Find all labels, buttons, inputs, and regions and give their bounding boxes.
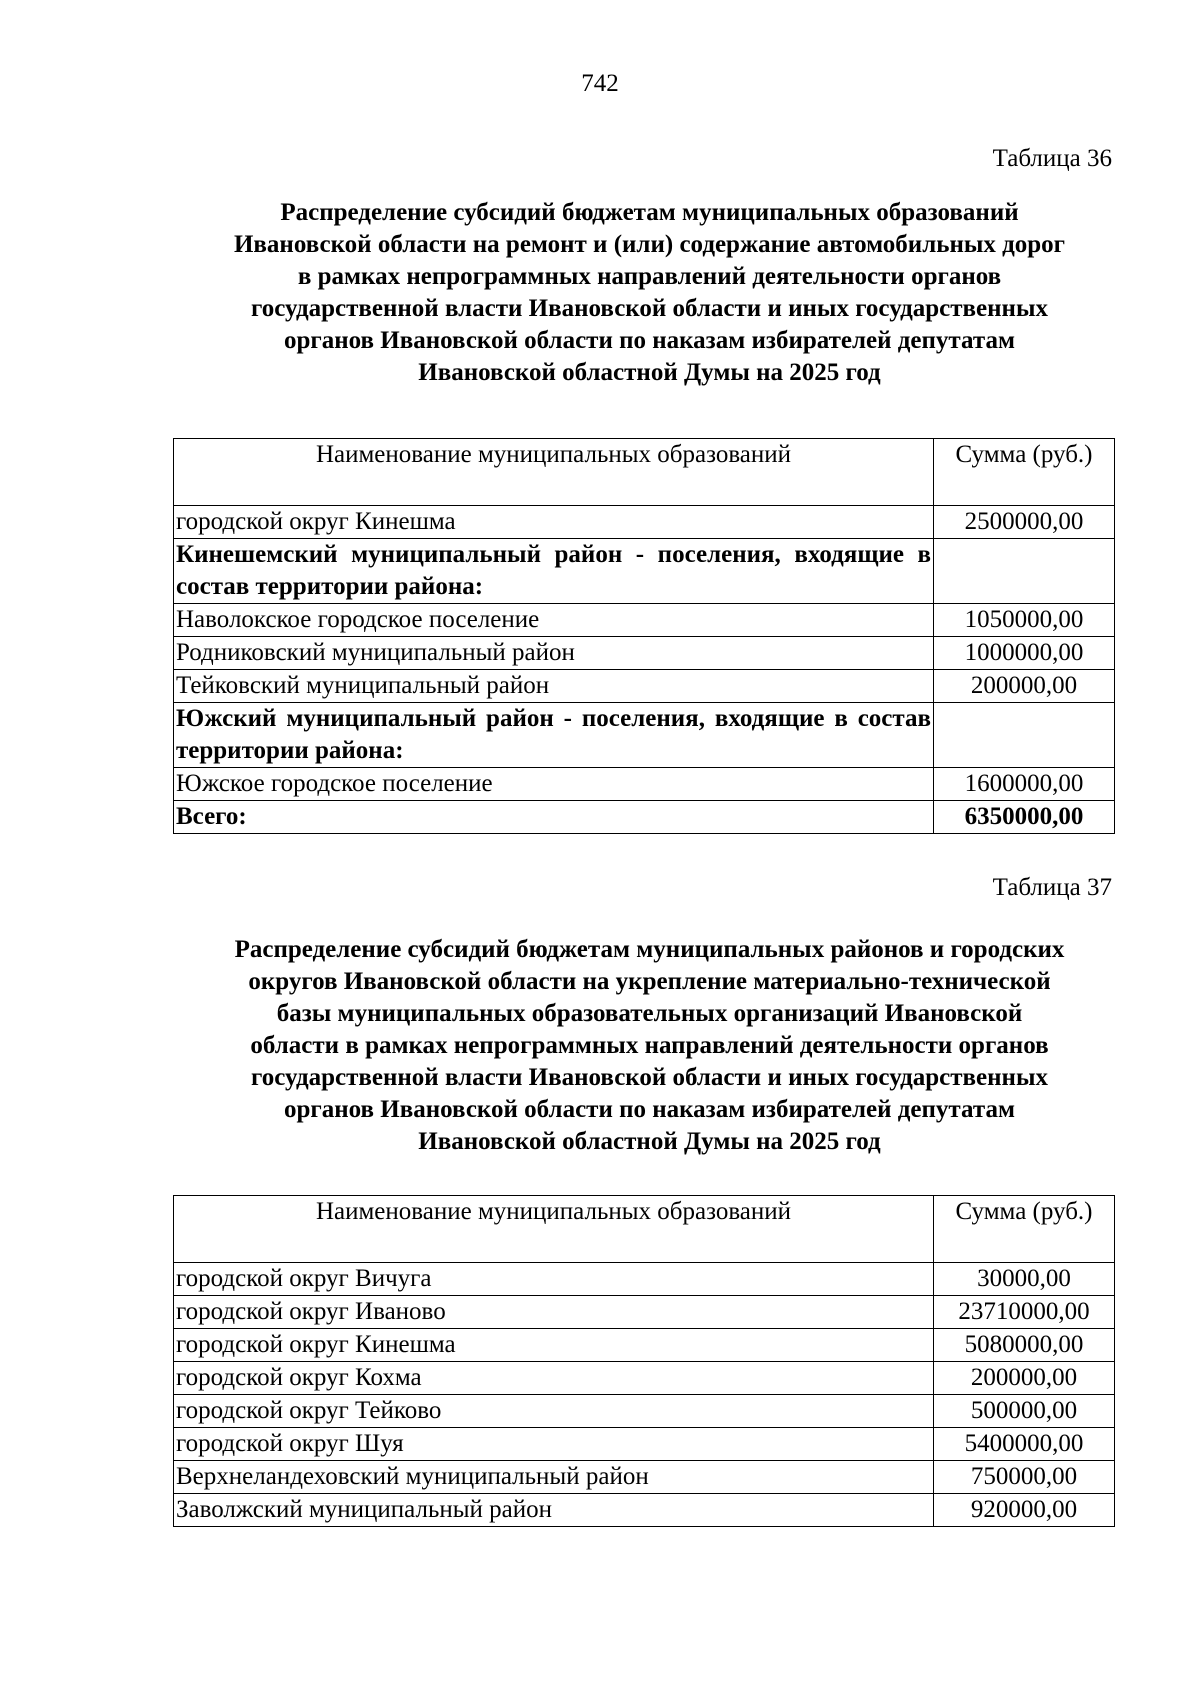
row-name: Южское городское поселение — [174, 768, 934, 801]
row-name: Тейковский муниципальный район — [174, 670, 934, 703]
title-line: округов Ивановской области на укрепление материально-технической — [248, 968, 1051, 995]
table-37 — [173, 1195, 1115, 1527]
row-amount: 500000,00 — [934, 1395, 1115, 1428]
row-amount: 1600000,00 — [934, 768, 1115, 801]
row-name: Кинешемский муниципальный район - поселения, входящие в состав территории района: — [174, 539, 934, 604]
total-amount: 6350000,00 — [934, 801, 1115, 834]
row-amount: 1000000,00 — [934, 637, 1115, 670]
row-name: Наволокское городское поселение — [174, 604, 934, 637]
table-row — [174, 1263, 1115, 1296]
table-row-group — [174, 539, 1115, 604]
table-row — [174, 1428, 1115, 1461]
table-row — [174, 604, 1115, 637]
row-amount: 30000,00 — [934, 1263, 1115, 1296]
title-line: базы муниципальных образовательных организаций Ивановской — [276, 1000, 1023, 1027]
title-line: Ивановской областной Думы на 2025 год — [418, 1128, 881, 1155]
row-amount: 5400000,00 — [934, 1428, 1115, 1461]
title-line: Ивановской области на ремонт и (или) содержание автомобильных дорог — [233, 231, 1066, 258]
table-36-label: Таблица 36 — [992, 145, 1112, 172]
row-name: городской округ Тейково — [174, 1395, 934, 1428]
row-name: городской округ Шуя — [174, 1428, 934, 1461]
title-line: государственной власти Ивановской области и иных государственных — [251, 1064, 1048, 1091]
table-row — [174, 1395, 1115, 1428]
row-name: городской округ Иваново — [174, 1296, 934, 1329]
table-36 — [173, 438, 1115, 834]
row-amount: 2500000,00 — [934, 506, 1115, 539]
row-amount: 23710000,00 — [934, 1296, 1115, 1329]
row-amount — [934, 703, 1115, 768]
title-line: Распределение субсидий бюджетам муниципальных районов и городских — [234, 936, 1065, 963]
row-amount: 750000,00 — [934, 1461, 1115, 1494]
table-row — [174, 1296, 1115, 1329]
total-label: Всего: — [174, 801, 934, 834]
table-header-row — [174, 1196, 1115, 1263]
table-row — [174, 1329, 1115, 1362]
table-36-title — [160, 197, 1139, 389]
title-line: Распределение субсидий бюджетам муниципальных образований — [280, 199, 1019, 226]
table-header-row — [174, 439, 1115, 506]
title-line: области в рамках непрограммных направлений деятельности органов — [250, 1032, 1049, 1059]
title-line: Ивановской областной Думы на 2025 год — [418, 359, 881, 386]
table-row — [174, 768, 1115, 801]
page-number: 742 — [581, 70, 619, 97]
title-line: органов Ивановской области по наказам избирателей депутатам — [284, 327, 1015, 354]
row-name: городской округ Кохма — [174, 1362, 934, 1395]
table-row — [174, 1362, 1115, 1395]
row-name: Заволжский муниципальный район — [174, 1494, 934, 1527]
row-name: Южский муниципальный район - поселения, входящие в состав территории района: — [174, 703, 934, 768]
header-amount: Сумма (руб.) — [934, 439, 1115, 506]
title-line: органов Ивановской области по наказам избирателей депутатам — [284, 1096, 1015, 1123]
table-row — [174, 670, 1115, 703]
title-line: в рамках непрограммных направлений деятельности органов — [297, 263, 1002, 290]
row-name: Верхнеландеховский муниципальный район — [174, 1461, 934, 1494]
table-total-row — [174, 801, 1115, 834]
row-name: городской округ Кинешма — [174, 1329, 934, 1362]
row-name: городской округ Вичуга — [174, 1263, 934, 1296]
table-37-title — [160, 934, 1139, 1158]
header-amount: Сумма (руб.) — [934, 1196, 1115, 1263]
table-row — [174, 1461, 1115, 1494]
header-name: Наименование муниципальных образований — [174, 1196, 934, 1263]
row-amount: 5080000,00 — [934, 1329, 1115, 1362]
row-amount: 1050000,00 — [934, 604, 1115, 637]
row-amount: 200000,00 — [934, 1362, 1115, 1395]
title-line: государственной власти Ивановской области и иных государственных — [251, 295, 1048, 322]
row-amount: 920000,00 — [934, 1494, 1115, 1527]
table-row — [174, 637, 1115, 670]
table-row — [174, 1494, 1115, 1527]
row-amount: 200000,00 — [934, 670, 1115, 703]
header-name: Наименование муниципальных образований — [174, 439, 934, 506]
row-name: Родниковский муниципальный район — [174, 637, 934, 670]
table-row — [174, 506, 1115, 539]
table-37-label: Таблица 37 — [992, 874, 1112, 901]
row-name: городской округ Кинешма — [174, 506, 934, 539]
table-row-group — [174, 703, 1115, 768]
row-amount — [934, 539, 1115, 604]
